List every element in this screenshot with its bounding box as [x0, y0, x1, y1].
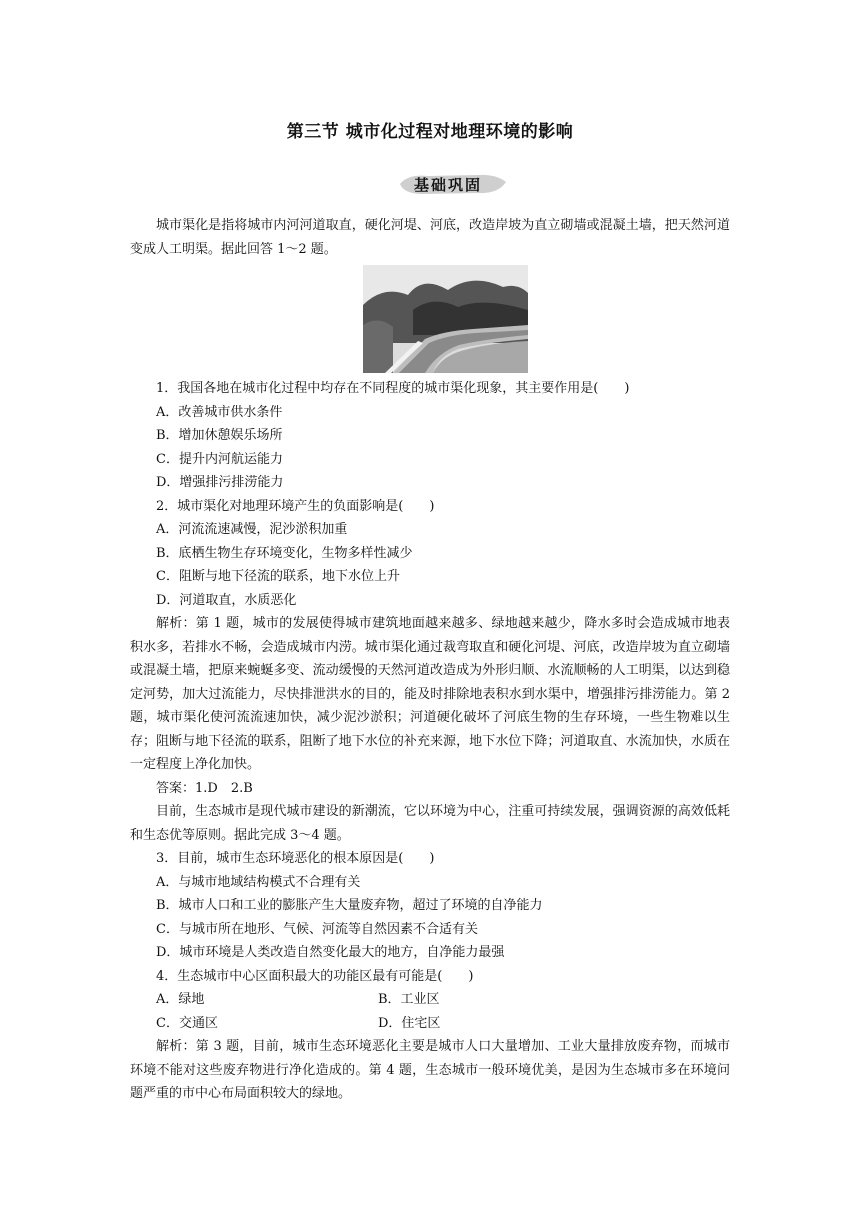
intro-paragraph-1: 城市渠化是指将城市内河河道取直，硬化河堤、河底，改造岸坡为直立砌墙或混凝土墙，把天然河道变成人工明渠。据此回答 1～2 题。 — [130, 218, 730, 257]
q2-option-d: D．河道取直，水质恶化 — [156, 592, 297, 608]
page-title: 第三节 城市化过程对地理环境的影响 — [286, 122, 574, 142]
document-body — [130, 214, 730, 1106]
q3-option-b: B．城市人口和工业的膨胀产生大量废弃物，超过了环境的自净能力 — [156, 898, 543, 913]
q4-option-d: D．住宅区 — [378, 1015, 441, 1031]
analysis-1: 解析：第 1 题，城市的发展使得城市建筑地面越来越多、绿地越来越少，降水多时会造成城市地表积水多，若排水不畅，会造成城市内涝。城市渠化通过裁弯取直和硬化河堤、河底，改造岸坡为直立砌墙或混凝土墙，把原来蜿蜒多变、流动缓慢的天然河道改造成为外形归顺、水流顺畅的人工明渠，以达到稳定河势，加大过流能力，尽快排泄洪水的目的，能及时排除地表积水到水渠中，增强排污排涝能力。第 2 题，城市渠化使河流流速加快，减少泥沙淤积；河道硬化破坏了河底生物的生存环境，一些生物难以生存；阻断与地下径流的联系，阻断了地下水位的补充来源，地下水位下降；河道取直、水流加快，水质在一定程度上净化加快。 — [130, 616, 730, 772]
canal-photo — [363, 265, 528, 373]
q4-options-row-2 — [130, 1012, 730, 1036]
answer-1: 答案：1.D 2.B — [156, 780, 253, 796]
question-1: 1．我国各地在城市化过程中均存在不同程度的城市渠化现象，其主要作用是( ) — [156, 381, 630, 396]
q4-option-b: B．工业区 — [378, 992, 440, 1007]
q4-option-a: A．绿地 — [156, 992, 205, 1007]
q1-option-a: A．改善城市供水条件 — [156, 404, 283, 420]
question-3: 3．目前，城市生态环境恶化的根本原因是( ) — [156, 851, 435, 866]
q2-option-a: A．河流流速减慢，泥沙淤积加重 — [156, 522, 348, 537]
q3-option-d: D．城市环境是人类改造自然变化最大的地方，自净能力最强 — [156, 945, 505, 960]
section-tag-label: 基础巩固 — [413, 176, 482, 194]
q3-option-a: A．与城市地域结构模式不合理有关 — [156, 874, 361, 890]
intro-paragraph-2: 目前，生态城市是现代城市建设的新潮流，它以环境为中心，注重可持续发展，强调资源的高效低耗和生态优等原则。据此完成 3～4 题。 — [130, 804, 730, 843]
q2-option-b: B．底栖生物生存环境变化，生物多样性减少 — [156, 545, 413, 561]
section-tag — [398, 172, 508, 196]
q4-option-c: C．交通区 — [156, 1015, 218, 1031]
q2-option-c: C．阻断与地下径流的联系，地下水位上升 — [156, 569, 400, 584]
question-4: 4．生态城市中心区面积最大的功能区最有可能是( ) — [156, 968, 474, 984]
question-2: 2．城市渠化对地理环境产生的负面影响是( ) — [156, 498, 435, 514]
analysis-2: 解析：第 3 题，目前，城市生态环境恶化主要是城市人口大量增加、工业大量排放废弃物，而城市环境不能对这些废弃物进行净化造成的。第 4 题，生态城市一般环境优美，是因为生态城市多在环境问题严重的市中心布局面积较大的绿地。 — [130, 1039, 730, 1101]
q1-option-b: B．增加休憩娱乐场所 — [156, 428, 283, 443]
q1-option-c: C．提升内河航运能力 — [156, 451, 283, 467]
q3-option-c: C．与城市所在地形、气候、河流等自然因素不合适有关 — [156, 921, 478, 937]
q4-options-row-1 — [130, 988, 730, 1012]
q1-option-d: D．增强排污排涝能力 — [156, 475, 284, 490]
